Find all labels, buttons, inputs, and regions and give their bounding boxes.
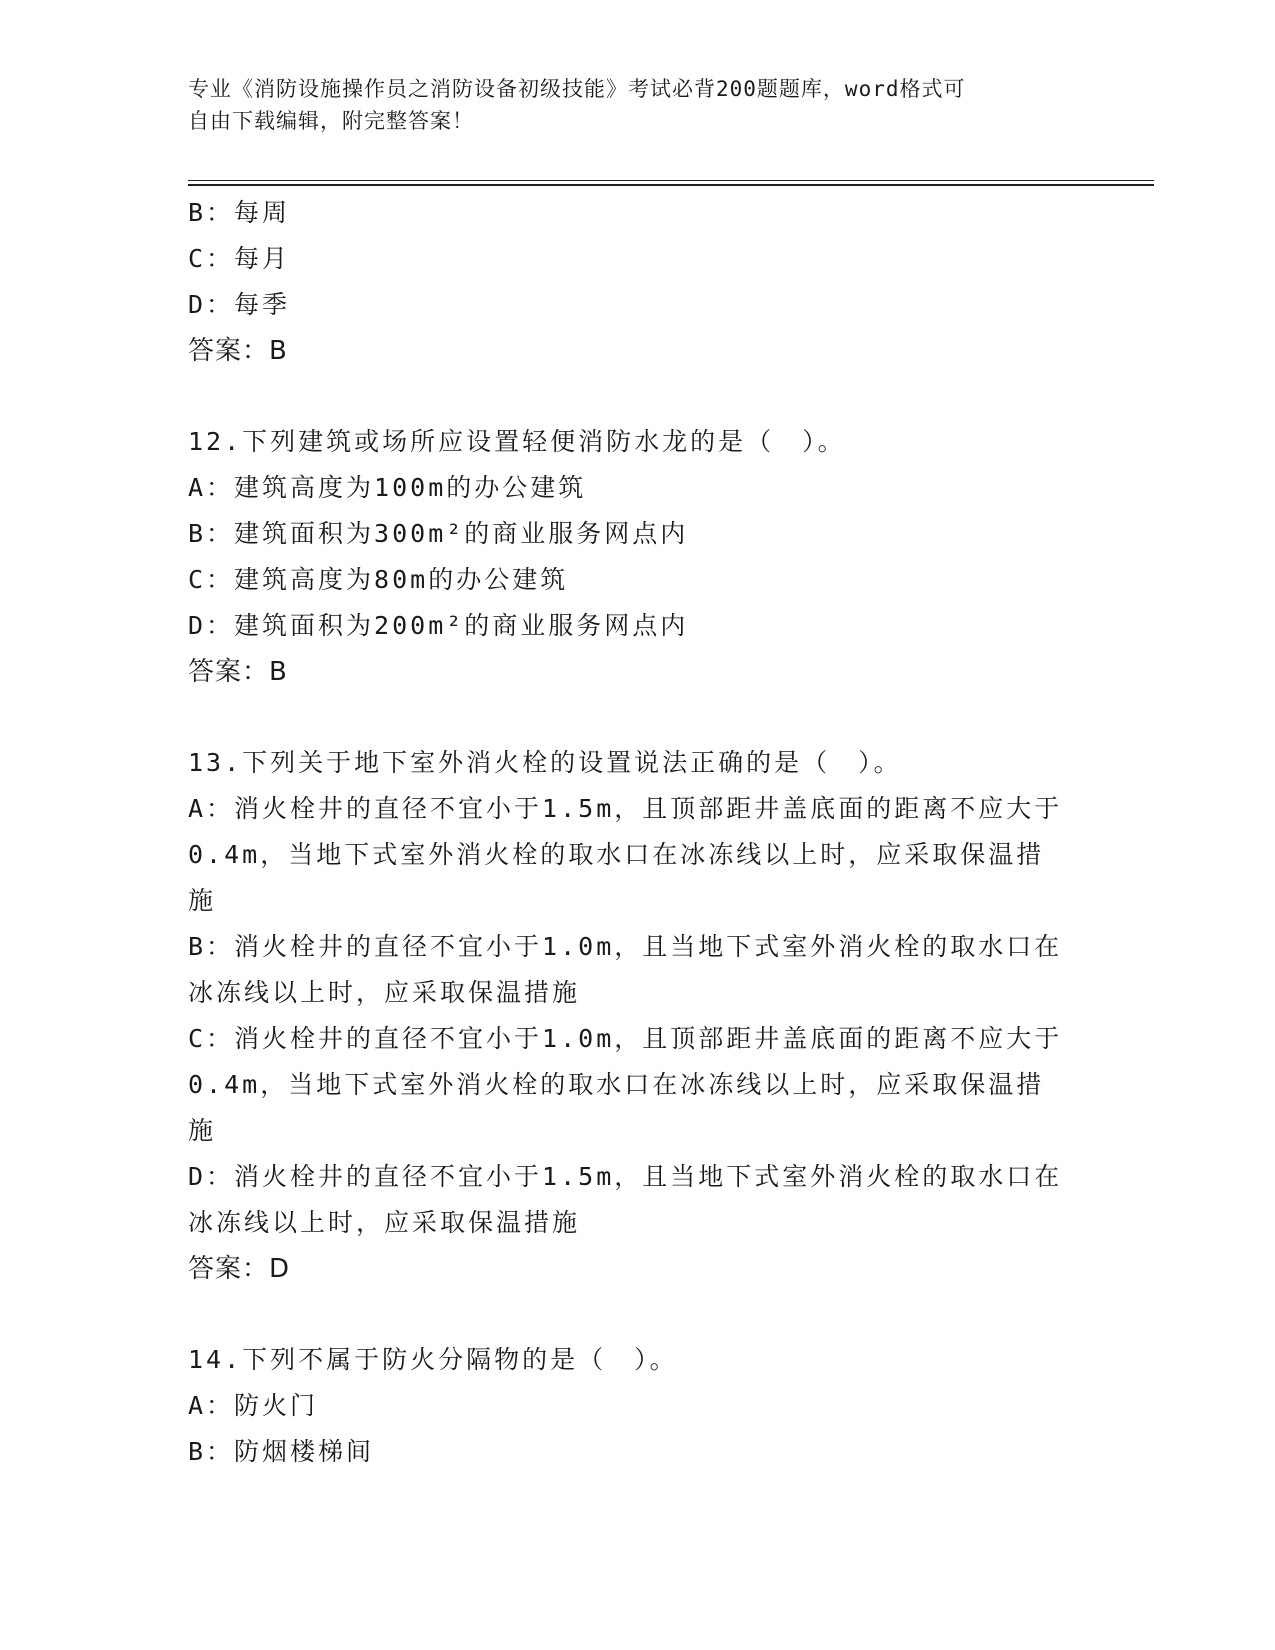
answer-line: 答案：B bbox=[188, 657, 288, 687]
spacer bbox=[188, 374, 1088, 419]
document-header bbox=[188, 73, 1088, 137]
option-c-line-1: C：消火栓井的直径不宜小于1.0m，且顶部距井盖底面的距离不应大于 bbox=[188, 1024, 1063, 1053]
header-line-1: 专业《消防设施操作员之消防设备初级技能》考试必背200题题库，word格式可 bbox=[188, 77, 966, 101]
option-a: A：建筑高度为100m的办公建筑 bbox=[188, 473, 587, 502]
option-c: C：建筑高度为80m的办公建筑 bbox=[188, 565, 569, 594]
question-stem: 12.下列建筑或场所应设置轻便消防水龙的是（ ）。 bbox=[188, 427, 846, 456]
question-11-continuation bbox=[188, 190, 1088, 374]
option-c: C：每月 bbox=[188, 244, 291, 273]
option-b: B：防烟楼梯间 bbox=[188, 1437, 375, 1466]
question-12 bbox=[188, 419, 1088, 695]
option-b: B：建筑面积为300m²的商业服务网点内 bbox=[188, 519, 689, 548]
option-a-line-3: 施 bbox=[188, 886, 217, 915]
option-b: B：每周 bbox=[188, 198, 291, 227]
option-c-line-3: 施 bbox=[188, 1116, 217, 1145]
question-14 bbox=[188, 1337, 1088, 1475]
option-b-line-2: 冰冻线以上时，应采取保温措施 bbox=[188, 978, 581, 1007]
option-d-line-1: D：消火栓井的直径不宜小于1.5m，且当地下式室外消火栓的取水口在 bbox=[188, 1162, 1063, 1191]
option-a-line-2: 0.4m，当地下式室外消火栓的取水口在冰冻线以上时，应采取保温措 bbox=[188, 840, 1045, 869]
option-c-line-2: 0.4m，当地下式室外消火栓的取水口在冰冻线以上时，应采取保温措 bbox=[188, 1070, 1045, 1099]
header-divider-thin bbox=[188, 180, 1154, 181]
option-d-line-2: 冰冻线以上时，应采取保温措施 bbox=[188, 1208, 581, 1237]
document-body bbox=[188, 190, 1088, 1475]
question-stem: 13.下列关于地下室外消火栓的设置说法正确的是（ ）。 bbox=[188, 748, 902, 777]
header-divider-thick bbox=[188, 184, 1154, 186]
spacer bbox=[188, 1292, 1088, 1337]
question-stem: 14.下列不属于防火分隔物的是（ ）。 bbox=[188, 1345, 678, 1374]
answer-line: 答案：D bbox=[188, 1254, 291, 1284]
spacer bbox=[188, 695, 1088, 740]
answer-line: 答案：B bbox=[188, 336, 288, 366]
option-b-line-1: B：消火栓井的直径不宜小于1.0m，且当地下式室外消火栓的取水口在 bbox=[188, 932, 1063, 961]
option-d: D：建筑面积为200m²的商业服务网点内 bbox=[188, 611, 689, 640]
option-d: D：每季 bbox=[188, 290, 291, 319]
header-line-2: 自由下载编辑，附完整答案！ bbox=[188, 109, 474, 133]
question-13 bbox=[188, 740, 1088, 1292]
option-a: A：防火门 bbox=[188, 1391, 319, 1420]
option-a-line-1: A：消火栓井的直径不宜小于1.5m，且顶部距井盖底面的距离不应大于 bbox=[188, 794, 1063, 823]
